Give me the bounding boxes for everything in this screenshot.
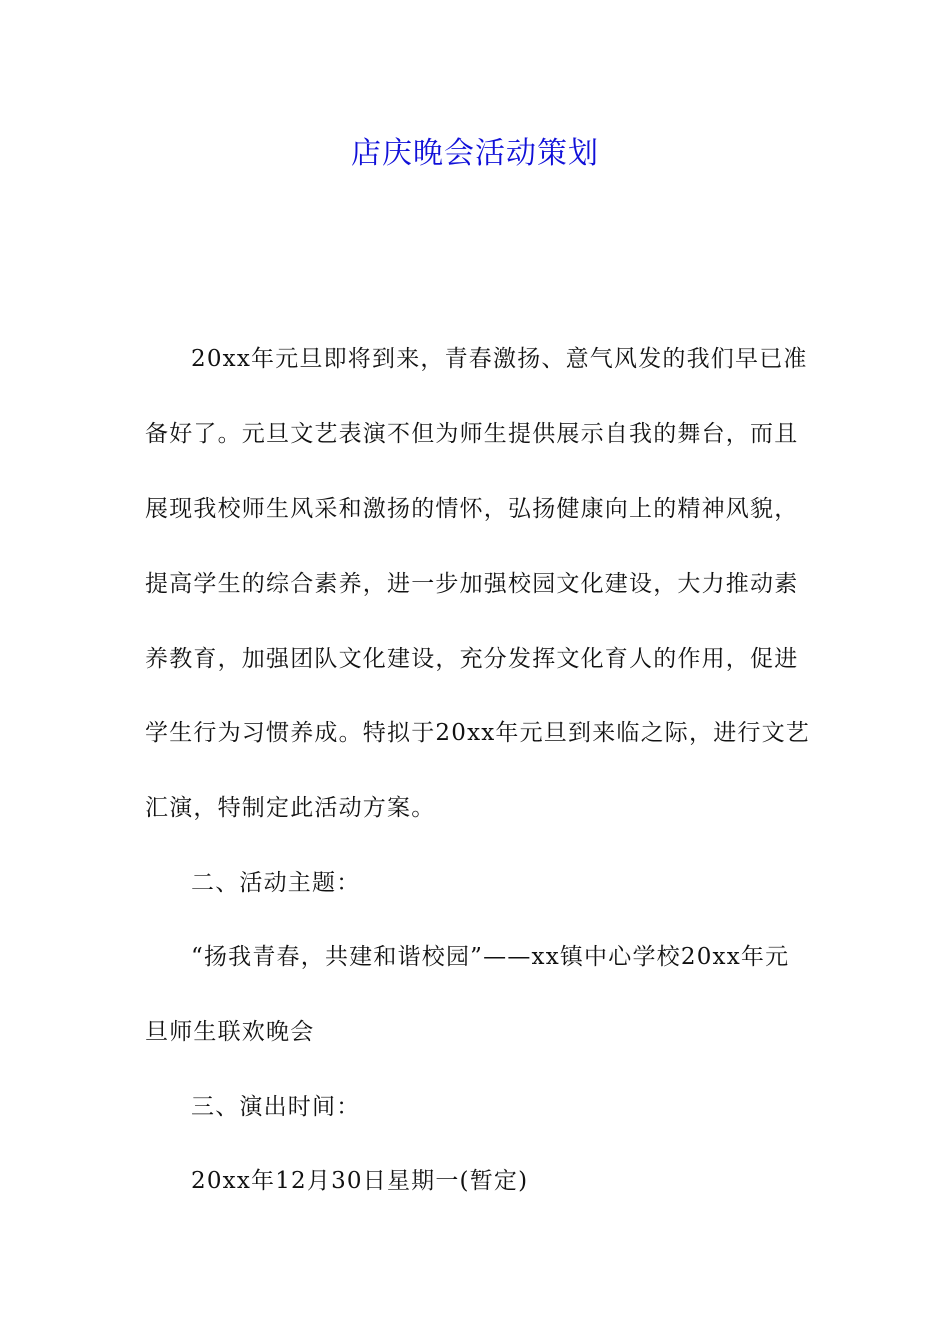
paragraph-line: 备好了。元旦文艺表演不但为师生提供展示自我的舞台，而且 — [145, 421, 799, 447]
section-heading-time: 三、演出时间： — [191, 1094, 361, 1120]
paragraph-line: 20xx年12月30日星期一(暂定) — [191, 1168, 529, 1194]
paragraph-line: 展现我校师生风采和激扬的情怀，弘扬健康向上的精神风貌， — [145, 496, 799, 522]
paragraph-line: 学生行为习惯养成。特拟于20xx年元旦到来临之际，进行文艺 — [145, 720, 811, 746]
paragraph-line: 养教育，加强团队文化建设，充分发挥文化育人的作用，促进 — [145, 646, 799, 672]
document-title: 店庆晚会活动策划 — [351, 136, 599, 171]
paragraph-line: 旦师生联欢晚会 — [145, 1019, 315, 1045]
paragraph-line: “扬我青春，共建和谐校园”——xx镇中心学校20xx年元 — [191, 944, 790, 970]
paragraph-line: 汇演，特制定此活动方案。 — [145, 795, 436, 821]
section-heading-theme: 二、活动主题： — [191, 870, 361, 896]
paragraph-line: 20xx年元旦即将到来，青春激扬、意气风发的我们早已准 — [191, 346, 808, 372]
paragraph-line: 提高学生的综合素养，进一步加强校园文化建设，大力推动素 — [145, 571, 799, 597]
